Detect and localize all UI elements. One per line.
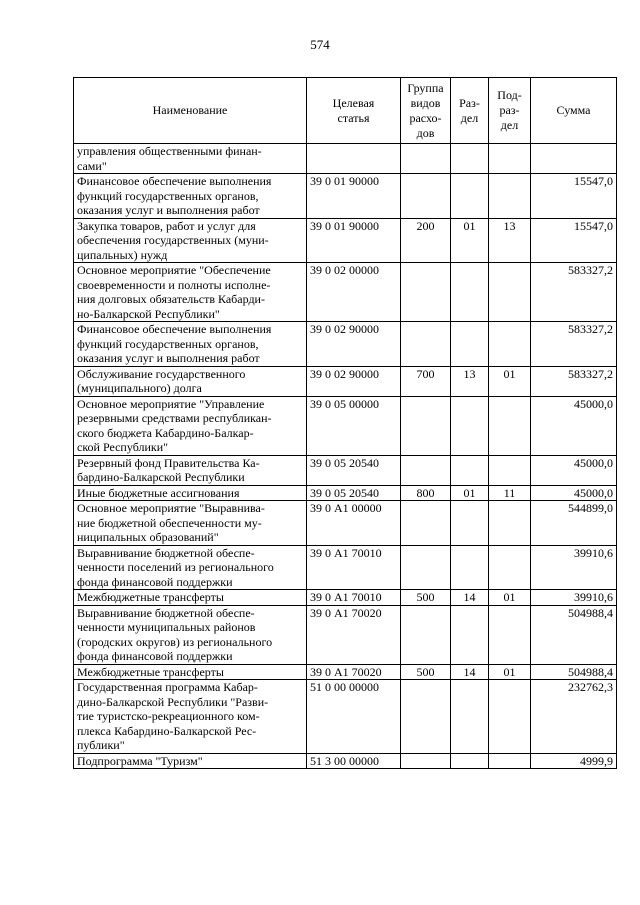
row-name-cell	[74, 485, 307, 501]
row-name-line: обеспечения государственных (муни-	[77, 233, 269, 247]
row-subsection-cell	[489, 322, 531, 367]
row-name-line: Межбюджетные трансферты	[77, 664, 224, 679]
row-name-line: Основное мероприятие "Обеспечение	[77, 263, 271, 277]
row-section-cell	[451, 753, 489, 769]
row-article-cell: 39 0 05 20540	[307, 485, 401, 501]
row-amount-cell: 544899,0	[531, 501, 617, 546]
row-subsection-cell: 01	[489, 366, 531, 396]
header-name: Наименование	[74, 78, 307, 144]
row-name-line: ского бюджета Кабардино-Балкар-	[77, 425, 254, 440]
row-name-cell	[74, 605, 307, 664]
row-subsection-cell	[489, 263, 531, 322]
row-group-cell: 200	[401, 218, 451, 263]
row-amount-cell: 583327,2	[531, 366, 617, 396]
row-section-cell	[451, 455, 489, 485]
row-section-cell: 14	[451, 664, 489, 680]
row-name-line: фонда финансовой поддержки	[77, 574, 233, 589]
row-amount-cell: 45000,0	[531, 485, 617, 501]
row-name-line: Выравнивание бюджетной обеспе-	[77, 545, 255, 560]
row-article-cell: 51 0 00 00000	[307, 680, 401, 754]
row-name-cell	[74, 455, 307, 485]
row-section-cell: 13	[451, 366, 489, 396]
row-name-cell	[74, 322, 307, 367]
row-name-line: Закупка товаров, работ и услуг для	[77, 218, 256, 233]
table-row	[74, 322, 617, 367]
table-row	[74, 605, 617, 664]
table-row	[74, 664, 617, 680]
table-row	[74, 590, 617, 606]
row-amount-cell: 232762,3	[531, 680, 617, 754]
row-group-cell	[401, 605, 451, 664]
page-number: 574	[310, 37, 330, 52]
row-name-line: функций государственных органов,	[77, 188, 259, 203]
row-amount-cell: 4999,9	[531, 753, 617, 769]
row-name-line: сами"	[77, 158, 107, 173]
row-amount-cell: 15547,0	[531, 174, 617, 219]
row-group-cell	[401, 263, 451, 322]
table-row	[74, 680, 617, 754]
row-name-line: Выравнивание бюджетной обеспе-	[77, 605, 255, 620]
row-article-cell: 39 0 А1 70020	[307, 664, 401, 680]
row-subsection-cell	[489, 605, 531, 664]
row-name-line: Государственная программа Кабар-	[77, 680, 258, 694]
row-name-line: ской Республики"	[77, 440, 169, 454]
row-subsection-cell: 01	[489, 590, 531, 606]
row-name-line: Обслуживание государственного	[77, 366, 246, 381]
row-name-line: фонда финансовой поддержки	[77, 649, 233, 663]
row-amount-cell: 504988,4	[531, 605, 617, 664]
row-article-cell: 39 0 02 00000	[307, 263, 401, 322]
row-name-line: Финансовое обеспечение выполнения	[77, 174, 272, 188]
row-name-cell	[74, 218, 307, 263]
row-group-cell: 700	[401, 366, 451, 396]
row-name-line: ченности муниципальных районов	[77, 620, 256, 634]
row-name-line: (городских округов) из регионального	[77, 634, 273, 649]
header-amount: Сумма	[531, 78, 617, 144]
row-name-cell	[74, 396, 307, 455]
table-row	[74, 396, 617, 455]
table-row	[74, 174, 617, 219]
row-section-cell: 01	[451, 485, 489, 501]
row-article-cell: 39 0 А1 00000	[307, 501, 401, 546]
row-name-cell	[74, 664, 307, 680]
row-name-cell	[74, 501, 307, 546]
row-section-cell	[451, 545, 489, 590]
row-subsection-cell	[489, 680, 531, 754]
row-section-cell	[451, 263, 489, 322]
row-name-cell	[74, 680, 307, 754]
row-article-cell: 39 0 А1 70010	[307, 545, 401, 590]
row-subsection-cell: 13	[489, 218, 531, 263]
row-group-cell	[401, 396, 451, 455]
row-group-cell	[401, 144, 451, 174]
row-name-line: публики"	[77, 738, 125, 752]
row-amount-cell: 45000,0	[531, 455, 617, 485]
row-group-cell	[401, 322, 451, 367]
row-name-line: оказания услуг и выполнения работ	[77, 351, 260, 365]
table-row	[74, 501, 617, 546]
row-subsection-cell	[489, 174, 531, 219]
table-row	[74, 263, 617, 322]
row-group-cell: 500	[401, 664, 451, 680]
row-section-cell	[451, 144, 489, 174]
row-name-line: ниципальных образований"	[77, 530, 219, 544]
row-section-cell	[451, 605, 489, 664]
row-name-line: Межбюджетные трансферты	[77, 590, 224, 604]
row-article-cell: 39 0 02 90000	[307, 322, 401, 367]
row-subsection-cell	[489, 455, 531, 485]
row-section-cell	[451, 322, 489, 367]
row-name-line: Основное мероприятие "Управление	[77, 396, 265, 411]
row-section-cell	[451, 680, 489, 754]
row-article-cell: 39 0 05 20540	[307, 455, 401, 485]
row-amount-cell: 15547,0	[531, 218, 617, 263]
table-row	[74, 485, 617, 501]
row-article-cell: 39 0 А1 70020	[307, 605, 401, 664]
table-row	[74, 218, 617, 263]
row-article-cell: 39 0 А1 70010	[307, 590, 401, 606]
table-row	[74, 366, 617, 396]
row-name-line: ченности поселений из регионального	[77, 560, 274, 574]
row-name-line: управления общественными финан-	[77, 144, 262, 158]
row-name-cell	[74, 590, 307, 606]
header-article: Целевая статья	[307, 78, 401, 144]
row-name-cell	[74, 753, 307, 769]
row-name-line: функций государственных органов,	[77, 336, 259, 351]
row-subsection-cell: 11	[489, 485, 531, 501]
row-amount-cell: 583327,2	[531, 263, 617, 322]
row-name-line: Финансовое обеспечение выполнения	[77, 322, 272, 336]
row-group-cell	[401, 753, 451, 769]
header-section: Раз- дел	[451, 78, 489, 144]
row-subsection-cell	[489, 501, 531, 546]
row-group-cell	[401, 455, 451, 485]
row-name-cell	[74, 545, 307, 590]
row-name-line: ния долговых обязательств Кабарди-	[77, 292, 265, 306]
row-amount-cell	[531, 144, 617, 174]
row-group-cell	[401, 680, 451, 754]
row-name-line: (муниципального) долга	[77, 381, 202, 395]
row-name-line: но-Балкарской Республики"	[77, 306, 220, 321]
row-name-line: ние бюджетной обеспеченности му-	[77, 515, 262, 530]
row-amount-cell: 39910,6	[531, 590, 617, 606]
row-amount-cell: 45000,0	[531, 396, 617, 455]
row-name-line: Иные бюджетные ассигнования	[77, 485, 240, 500]
row-subsection-cell	[489, 396, 531, 455]
row-name-line: дино-Балкарской Республики "Разви-	[77, 694, 269, 709]
row-name-line: резервными средствами республикан-	[77, 411, 272, 425]
row-name-line: плекса Кабардино-Балкарской Рес-	[77, 723, 257, 738]
table-body	[74, 144, 617, 769]
row-section-cell	[451, 501, 489, 546]
table-row	[74, 753, 617, 769]
row-subsection-cell: 01	[489, 664, 531, 680]
row-name-line: ципальных) нужд	[77, 247, 168, 262]
row-article-cell	[307, 144, 401, 174]
row-subsection-cell	[489, 753, 531, 769]
row-subsection-cell	[489, 545, 531, 590]
row-amount-cell: 583327,2	[531, 322, 617, 367]
row-amount-cell: 39910,6	[531, 545, 617, 590]
row-amount-cell: 504988,4	[531, 664, 617, 680]
row-article-cell: 39 0 02 90000	[307, 366, 401, 396]
row-group-cell: 500	[401, 590, 451, 606]
row-group-cell	[401, 174, 451, 219]
table-row	[74, 455, 617, 485]
row-subsection-cell	[489, 144, 531, 174]
row-name-line: Основное мероприятие "Выравнива-	[77, 501, 265, 515]
row-section-cell	[451, 396, 489, 455]
row-section-cell: 01	[451, 218, 489, 263]
row-name-line: оказания услуг и выполнения работ	[77, 203, 260, 217]
row-name-line: Подпрограмма "Туризм"	[77, 753, 203, 768]
row-name-line: своевременности и полноты исполне-	[77, 277, 271, 292]
row-name-cell	[74, 174, 307, 219]
row-section-cell: 14	[451, 590, 489, 606]
row-name-cell	[74, 366, 307, 396]
row-article-cell: 39 0 05 00000	[307, 396, 401, 455]
row-name-cell	[74, 263, 307, 322]
row-name-line: тие туристско-рекреационного ком-	[77, 709, 260, 723]
row-group-cell	[401, 545, 451, 590]
table-header-row	[74, 78, 617, 144]
budget-table	[73, 77, 617, 769]
header-subsection: Под- раз- дел	[489, 78, 531, 144]
table-row	[74, 545, 617, 590]
row-name-cell	[74, 144, 307, 174]
row-name-line: Резервный фонд Правительства Ка-	[77, 455, 260, 470]
row-name-line: бардино-Балкарской Республики	[77, 470, 245, 484]
row-group-cell	[401, 501, 451, 546]
row-article-cell: 39 0 01 90000	[307, 174, 401, 219]
header-group: Группа видов расхо- дов	[401, 78, 451, 144]
row-section-cell	[451, 174, 489, 219]
row-group-cell: 800	[401, 485, 451, 501]
row-article-cell: 51 3 00 00000	[307, 753, 401, 769]
row-article-cell: 39 0 01 90000	[307, 218, 401, 263]
table-row	[74, 144, 617, 174]
